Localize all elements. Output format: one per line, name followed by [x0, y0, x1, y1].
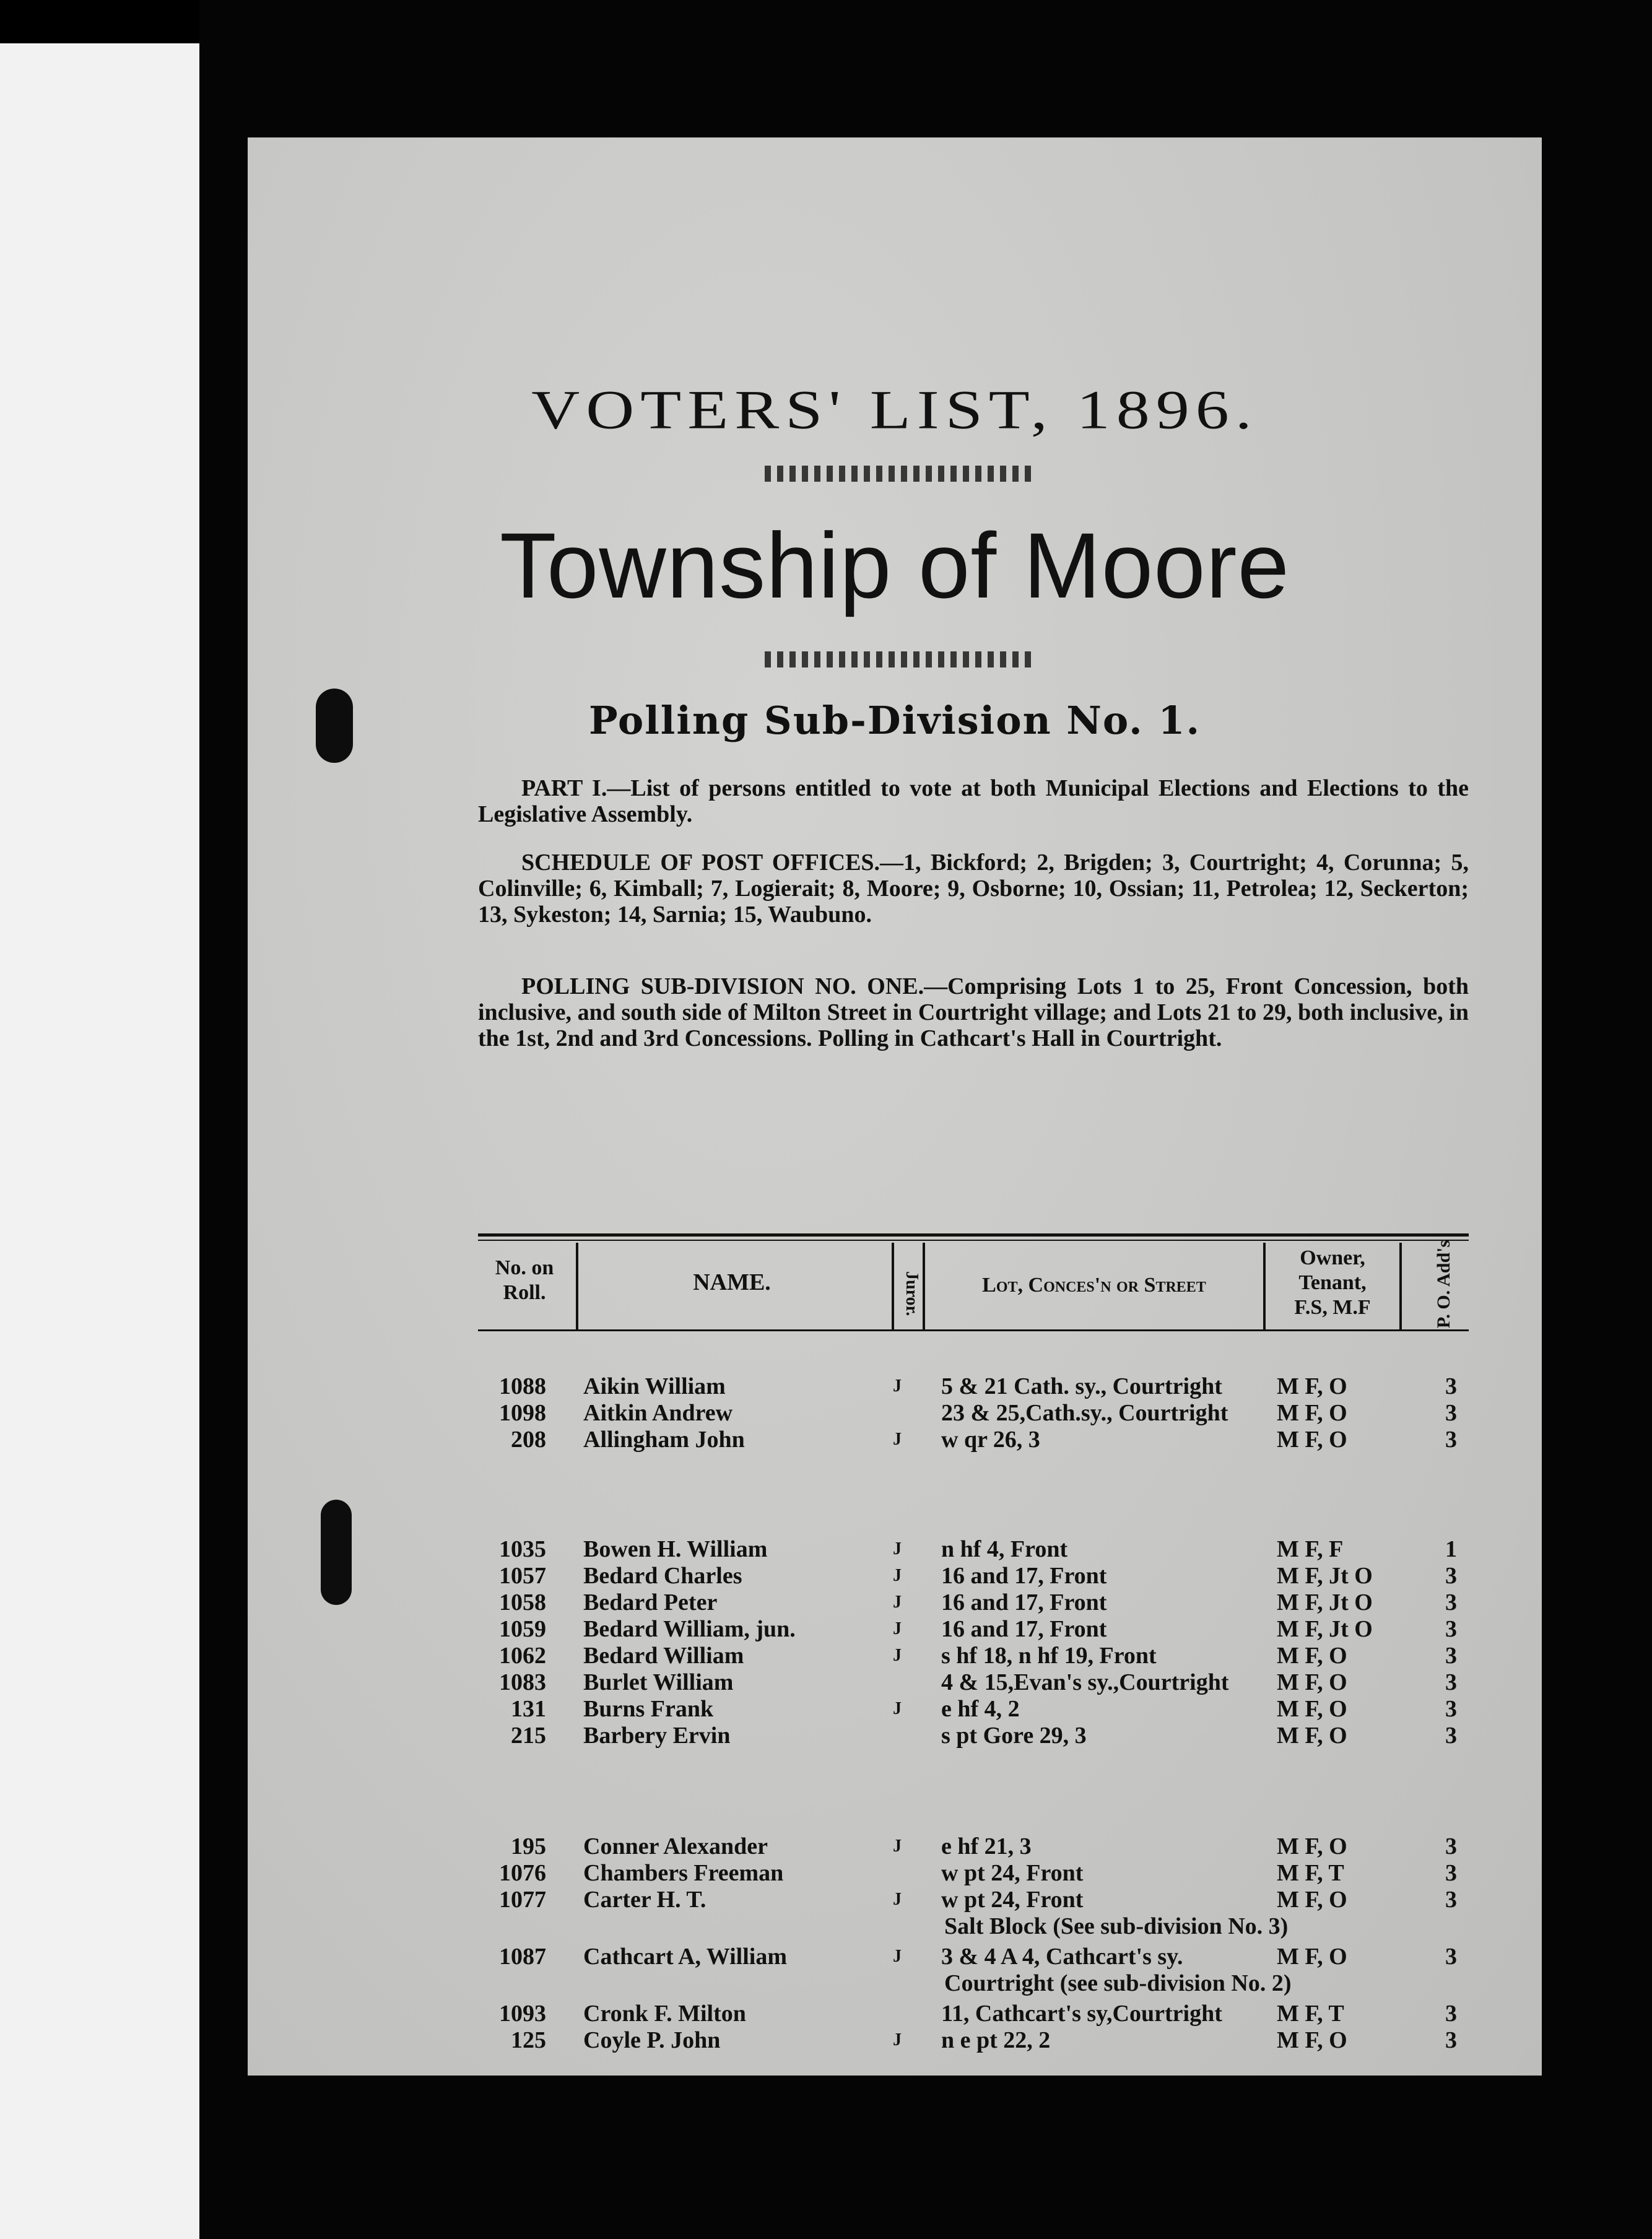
part-one-paragraph: PART I.—List of persons entitled to vote at both Municipal Elections and Elections to the Legislative Assembly.: [478, 775, 1469, 827]
table-row: 125 Coyle P. John J n e pt 22, 2 M F, O 3: [511, 2027, 1457, 2053]
table-row: 1093 Cronk F. Milton 11, Cathcart's sy,Courtright M F, T 3: [499, 2001, 1457, 2027]
table-row: 1077 Carter H. T. J w pt 24, Front M F, O 3: [499, 1887, 1457, 1913]
township-title: Township of Moore: [500, 513, 1290, 617]
row-note: Salt Block (See sub-division No. 3): [944, 1913, 1289, 1939]
table-row: 1062 Bedard William J s hf 18, n hf 19, Front M F, O 3: [499, 1643, 1457, 1669]
header-lot: Lot, Conces'n or Street: [982, 1274, 1206, 1297]
subdivision-description-paragraph: POLLING SUB-DIVISION NO. ONE.—Comprising Lots 1 to 25, Front Concession, both inclusive, and south side of Milton Street in Courtright village; and Lots 21 to 29, both inclusive, in the 1st, 2nd and 3rd Concessions. Polling in Cathcart's Hall in Courtright.: [478, 973, 1469, 1051]
table-row: 1058 Bedard Peter J 16 and 17, Front M F, Jt O 3: [499, 1589, 1457, 1615]
table-row: 215 Barbery Ervin s pt Gore 29, 3 M F, O 3: [511, 1723, 1457, 1749]
table-row: 1087 Cathcart A, William J 3 & 4 A 4, Cathcart's sy. M F, O 3: [499, 1944, 1457, 1970]
table-row: 1076 Chambers Freeman w pt 24, Front M F, T 3: [499, 1860, 1457, 1886]
header-no-line2: Roll.: [503, 1281, 546, 1304]
table-row: 1088 Aikin William J 5 & 21 Cath. sy., Courtright M F, O 3: [499, 1373, 1457, 1399]
header-no-line1: No. on: [495, 1256, 554, 1279]
table-row: 1035 Bowen H. William J n hf 4, Front M F, F 1: [499, 1536, 1457, 1562]
table-row: 195 Conner Alexander J e hf 21, 3 M F, O 3: [511, 1833, 1457, 1859]
row-note: Courtright (see sub-division No. 2): [944, 1970, 1292, 1996]
header-owner-line3: F.S, M.F: [1294, 1296, 1371, 1319]
scan-margin-strip: [0, 43, 199, 2239]
subdivision-title: Polling Sub-Division No. 1.: [588, 698, 1201, 743]
document-page: [248, 137, 1542, 2076]
table-row: 1083 Burlet William 4 & 15,Evan's sy.,Courtright M F, O 3: [499, 1669, 1457, 1695]
voter-rows: [248, 137, 1542, 2076]
list-title: VOTERS' LIST, 1896.: [531, 380, 1258, 441]
table-row: 208 Allingham John J w qr 26, 3 M F, O 3: [511, 1427, 1457, 1453]
table-row: 1098 Aitkin Andrew 23 & 25,Cath.sy., Courtright M F, O 3: [499, 1400, 1457, 1426]
header-name: NAME.: [693, 1269, 771, 1295]
header-owner-line1: Owner,: [1300, 1246, 1365, 1269]
header-juror: Juror.: [902, 1271, 921, 1316]
table-row: 1059 Bedard William, jun. J 16 and 17, Front M F, Jt O 3: [499, 1616, 1457, 1642]
header-owner-line2: Tenant,: [1298, 1271, 1367, 1294]
table-row: 131 Burns Frank J e hf 4, 2 M F, O 3: [511, 1696, 1457, 1722]
table-row: 1057 Bedard Charles J 16 and 17, Front M F, Jt O 3: [499, 1563, 1457, 1589]
header-po: P. O. Add's: [1433, 1240, 1454, 1329]
post-offices-paragraph: SCHEDULE OF POST OFFICES.—1, Bickford; 2, Brigden; 3, Courtright; 4, Corunna; 5, Colinville; 6, Kimball; 7, Logierait; 8, Moore; 9, Osborne; 10, Ossian; 11, Petrolea; 12, Seckerton; 13, Sykeston; 14, Sarnia; 15, Waubuno.: [478, 850, 1469, 928]
